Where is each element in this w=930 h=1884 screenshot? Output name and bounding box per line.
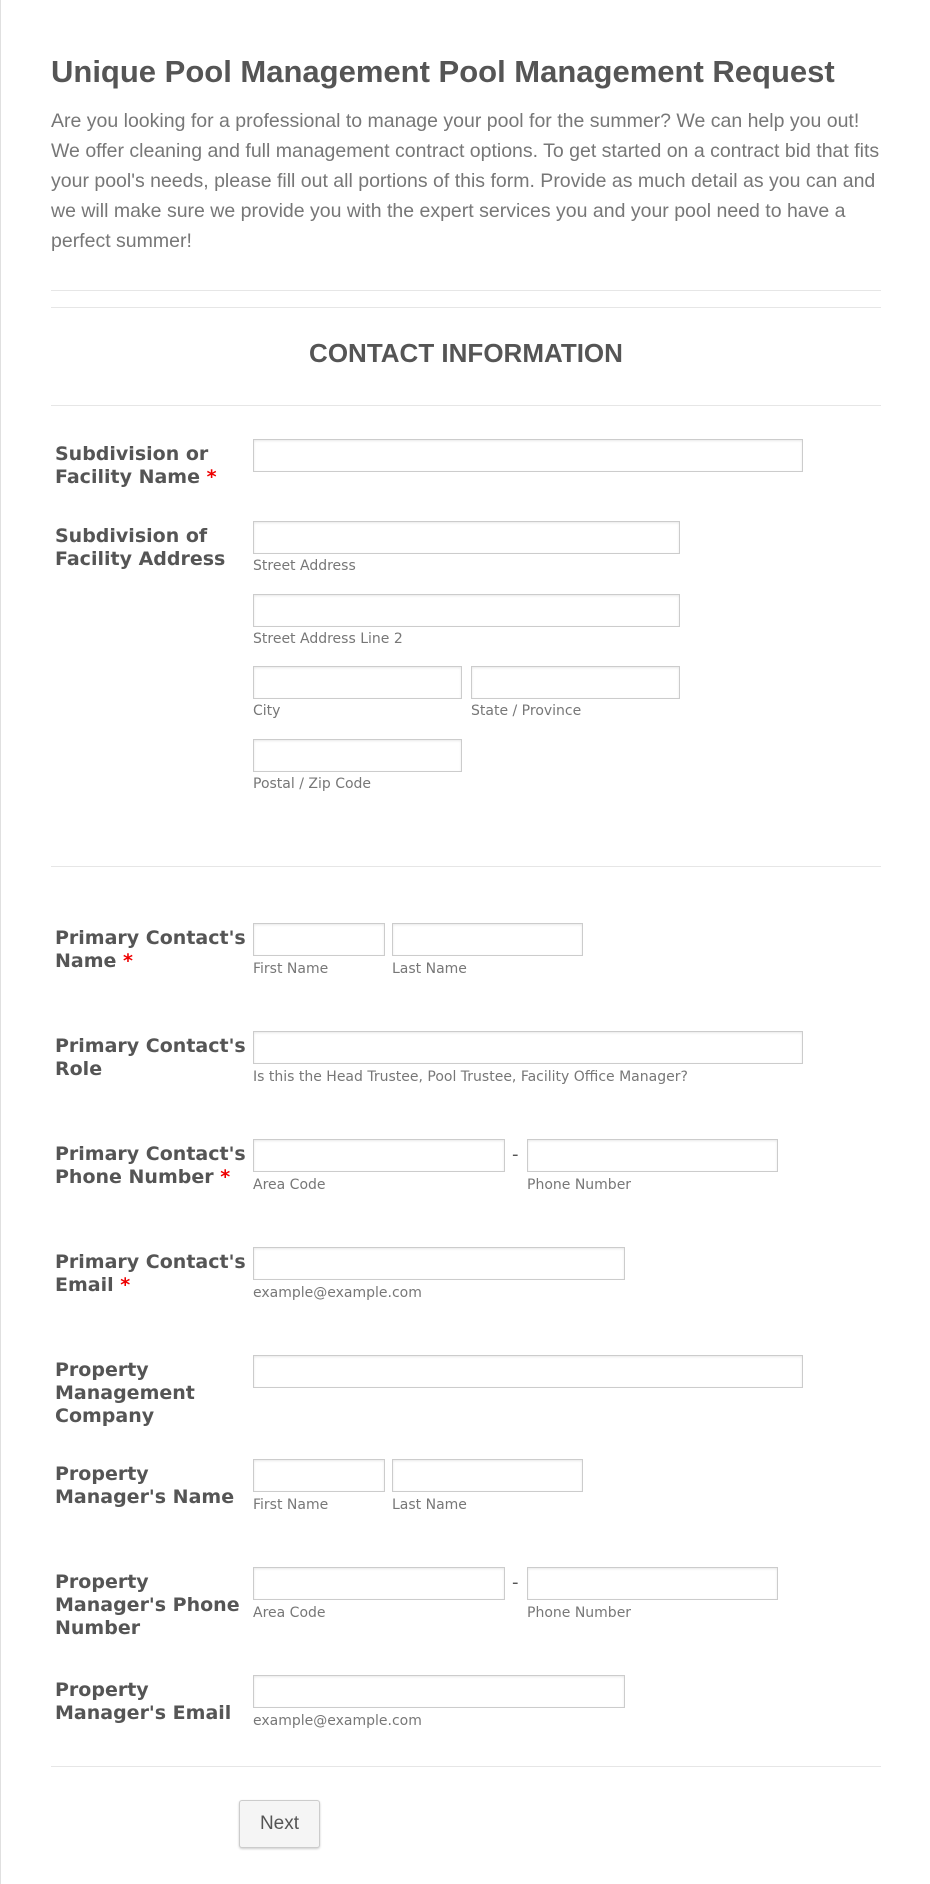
form-title: Unique Pool Management Pool Management Request bbox=[51, 54, 835, 89]
divider bbox=[51, 307, 881, 308]
first-name-sublabel: First Name bbox=[253, 1497, 329, 1513]
facility-address-label: Subdivision of Facility Address bbox=[55, 525, 226, 570]
pc-email-input[interactable] bbox=[253, 1247, 625, 1280]
pm-email-input[interactable] bbox=[253, 1675, 625, 1708]
pm-last-name-input[interactable] bbox=[392, 1459, 583, 1492]
pc-role-input[interactable] bbox=[253, 1031, 803, 1064]
facility-name-label: Subdivision or Facility Name * bbox=[55, 443, 217, 488]
street-address-line2-sublabel: Street Address Line 2 bbox=[253, 631, 403, 647]
zip-input[interactable] bbox=[253, 739, 462, 772]
pm-company-label: Property Management Company bbox=[55, 1359, 195, 1427]
pc-area-code-input[interactable] bbox=[253, 1139, 505, 1172]
pc-phone-number-input[interactable] bbox=[527, 1139, 778, 1172]
form-description: Are you looking for a professional to manage your pool for the summer? We can help you out! We offer cleaning and full management contract options. To get started on a contract bid that fits your pool's needs, please fill out all portions of this form. Provide as much detail as you can and we will make sure we provide you with the expert services you and your pool need to have a perfect summer! bbox=[51, 110, 880, 252]
pc-email-label: Primary Contact's Email * bbox=[55, 1251, 246, 1296]
divider bbox=[51, 290, 881, 291]
first-name-sublabel: First Name bbox=[253, 961, 329, 977]
next-button[interactable]: Next bbox=[239, 1800, 320, 1848]
phone-number-sublabel: Phone Number bbox=[527, 1605, 632, 1621]
pm-phone-number-input[interactable] bbox=[527, 1567, 778, 1600]
divider bbox=[51, 405, 881, 406]
email-hint: example@example.com bbox=[253, 1713, 422, 1729]
email-hint: example@example.com bbox=[253, 1285, 422, 1301]
street-address-line2-input[interactable] bbox=[253, 594, 680, 627]
state-sublabel: State / Province bbox=[471, 703, 582, 719]
area-code-sublabel: Area Code bbox=[253, 1177, 326, 1193]
pm-phone-label: Property Manager's Phone Number bbox=[55, 1571, 240, 1639]
pm-first-name-input[interactable] bbox=[253, 1459, 385, 1492]
pc-last-name-input[interactable] bbox=[392, 923, 583, 956]
street-address-input[interactable] bbox=[253, 521, 680, 554]
divider bbox=[51, 1766, 881, 1767]
street-address-sublabel: Street Address bbox=[253, 558, 356, 574]
pc-role-label: Primary Contact's Role bbox=[55, 1035, 246, 1080]
area-code-sublabel: Area Code bbox=[253, 1605, 326, 1621]
pm-area-code-input[interactable] bbox=[253, 1567, 505, 1600]
pc-phone-label: Primary Contact's Phone Number * bbox=[55, 1143, 246, 1188]
last-name-sublabel: Last Name bbox=[392, 961, 467, 977]
city-input[interactable] bbox=[253, 666, 462, 699]
facility-name-input[interactable] bbox=[253, 439, 803, 472]
zip-sublabel: Postal / Zip Code bbox=[253, 776, 372, 792]
pm-company-input[interactable] bbox=[253, 1355, 803, 1388]
phone-dash: - bbox=[512, 1144, 519, 1165]
pc-role-hint: Is this the Head Trustee, Pool Trustee, Facility Office Manager? bbox=[253, 1069, 688, 1085]
pc-name-label: Primary Contact's Name * bbox=[55, 927, 246, 972]
section-title: CONTACT INFORMATION bbox=[309, 338, 623, 368]
pm-email-label: Property Manager's Email bbox=[55, 1679, 232, 1724]
phone-dash: - bbox=[512, 1572, 519, 1593]
pc-first-name-input[interactable] bbox=[253, 923, 385, 956]
city-sublabel: City bbox=[253, 703, 281, 719]
divider bbox=[51, 866, 881, 867]
pm-name-label: Property Manager's Name bbox=[55, 1463, 235, 1508]
last-name-sublabel: Last Name bbox=[392, 1497, 467, 1513]
state-input[interactable] bbox=[471, 666, 680, 699]
phone-number-sublabel: Phone Number bbox=[527, 1177, 632, 1193]
